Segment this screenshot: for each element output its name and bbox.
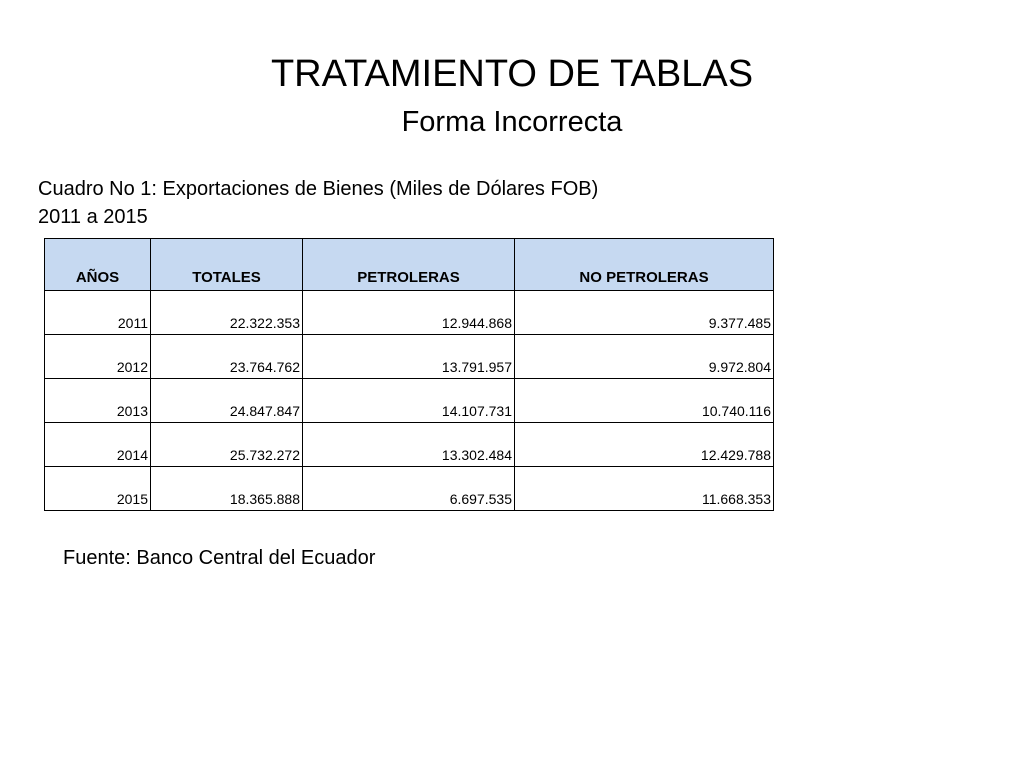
header-no-petroleras: NO PETROLERAS	[515, 239, 774, 291]
cell-totales: 24.847.847	[151, 379, 303, 423]
cell-petroleras: 12.944.868	[303, 291, 515, 335]
header-anos: AÑOS	[45, 239, 151, 291]
table-source: Fuente: Banco Central del Ecuador	[63, 547, 376, 569]
cell-year: 2014	[45, 423, 151, 467]
cell-no-petroleras: 9.377.485	[515, 291, 774, 335]
cell-petroleras: 14.107.731	[303, 379, 515, 423]
cell-year: 2012	[45, 335, 151, 379]
table-header-row	[45, 239, 774, 291]
table-row	[45, 467, 774, 511]
cell-no-petroleras: 11.668.353	[515, 467, 774, 511]
table-row	[45, 335, 774, 379]
cell-petroleras: 13.791.957	[303, 335, 515, 379]
table-row	[45, 423, 774, 467]
slide-subtitle: Forma Incorrecta	[401, 106, 623, 138]
header-petroleras: PETROLERAS	[303, 239, 515, 291]
table-row	[45, 291, 774, 335]
table-row	[45, 379, 774, 423]
cell-no-petroleras: 12.429.788	[515, 423, 774, 467]
cell-petroleras: 13.302.484	[303, 423, 515, 467]
cell-totales: 25.732.272	[151, 423, 303, 467]
cell-totales: 22.322.353	[151, 291, 303, 335]
cell-no-petroleras: 10.740.116	[515, 379, 774, 423]
table-caption	[38, 175, 598, 231]
cell-no-petroleras: 9.972.804	[515, 335, 774, 379]
table-caption-line-1: Cuadro No 1: Exportaciones de Bienes (Miles de Dólares FOB)	[38, 178, 599, 200]
cell-totales: 18.365.888	[151, 467, 303, 511]
cell-totales: 23.764.762	[151, 335, 303, 379]
cell-year: 2015	[45, 467, 151, 511]
slide-title: TRATAMIENTO DE TABLAS	[270, 53, 754, 95]
header-totales: TOTALES	[151, 239, 303, 291]
cell-year: 2011	[45, 291, 151, 335]
cell-petroleras: 6.697.535	[303, 467, 515, 511]
table-caption-line-2: 2011 a 2015	[38, 206, 148, 228]
exports-table	[44, 238, 774, 511]
cell-year: 2013	[45, 379, 151, 423]
